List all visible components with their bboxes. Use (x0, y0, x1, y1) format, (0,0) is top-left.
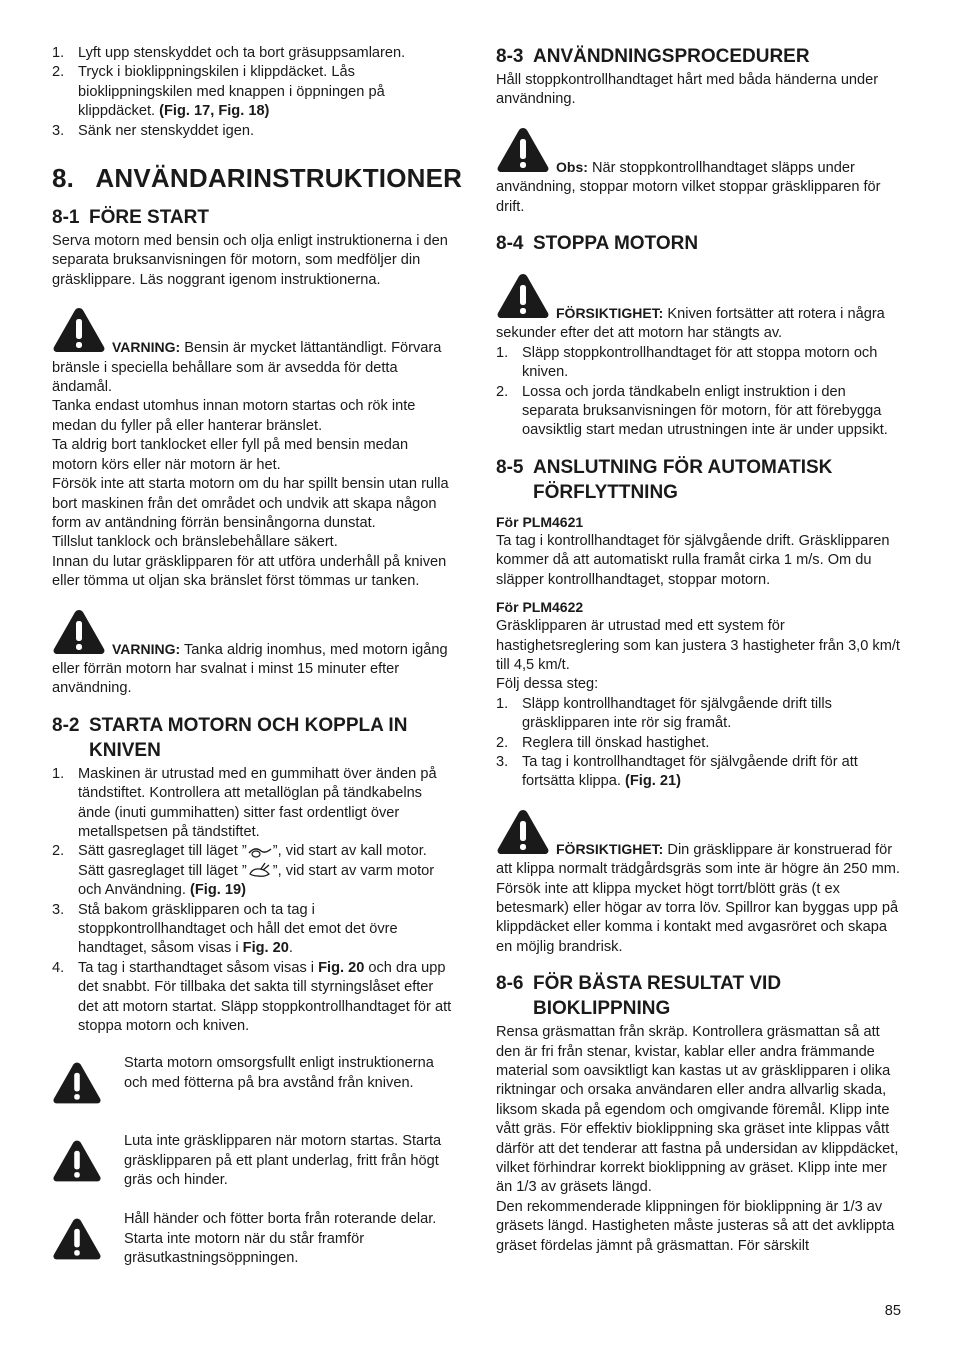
caution-block: FÖRSIKTIGHET: Kniven fortsätter att rotera i några sekunder efter det att motorn har stängts av. (496, 272, 904, 344)
list-item: 3. Sänk ner stenskyddet igen. (52, 122, 255, 139)
note-label: Obs: (556, 158, 588, 175)
warning-triangle-icon (52, 306, 106, 354)
paragraph: Tillslut tanklock och bränslebehållare säkert. (52, 534, 338, 551)
warning-triangle-icon (496, 126, 550, 174)
list-item: 4. Ta tag i starthandtaget såsom visas i Fig. 20 och dra upp det snabbt. För tillbaka det sakta till styrningslåset efter det att motorn startat. Släpp stoppkontrollhandtaget för att stoppa motorn och kniven. (52, 959, 452, 1035)
list-item: 1. Släpp kontrollhandtaget för självgående drift tills gräsklipparen inte rör sig framåt. (496, 695, 832, 732)
paragraph: Försök inte att starta motorn om du har spillt bensin utan rulla bort maskinen från det området och undvik att skapa någon form av antändning förrän bensinångorna dunstat. (52, 476, 449, 531)
warning-label: VARNING: (112, 640, 181, 657)
note-block: Obs: När stoppkontrollhandtaget släpps under användning, stoppar motorn vilket stoppar gräsklipparen för drift. (496, 126, 904, 217)
list-item: 1. Maskinen är utrustad med en gummihatt över änden på tändstiftet. Kontrollera att metallöglan på tändkabelns ände (inuti gummihatten) sitter fast ordentligt över metallspetsen på tändstiftet. (52, 765, 437, 840)
safety-note: Starta motorn omsorgsfullt enligt instruktionerna och med fötterna på bra avstånd från kniven. (52, 1054, 456, 1114)
model-heading: För PLM4622 (496, 599, 584, 616)
paragraph: Försök inte att klippa mycket högt torrt/blött gräs (t ex betesmark) eller högar av torra löv. Spillror kan byggas upp på klippdäcket eller komma i kontakt med avgasröret och skapa en möjlig brandrisk. (496, 880, 899, 955)
paragraph: Gräsklipparen är utrustad med ett system för hastighetsreglering som kan justera 3 hastigheter från 3,0 km/t till 4,5 km/t. (496, 618, 900, 673)
warning-triangle-icon (496, 272, 550, 320)
section-heading: 8-1 FÖRE START (52, 207, 209, 229)
warning-label: VARNING: (112, 339, 181, 356)
left-column (52, 44, 463, 1270)
intro-list (52, 44, 456, 141)
list-item: 2. Sätt gasreglaget till läget ” ”, vid start av kall motor. Sätt gasreglaget till läget ” ”, vid start av varm motor och Användning. (Fig. 19) (52, 843, 435, 899)
list-item: 2. Lossa och jorda tändkabeln enligt instruktion i den separata bruksanvisningen för motorn, för att förebygga oavsiktlig start medan utrustningen inte är under uppsikt. (496, 383, 888, 439)
paragraph: Ta aldrig bort tanklocket eller fyll på med bensin medan motorn körs eller när motorn är het. (52, 437, 409, 473)
section-heading: 8-3 ANVÄNDNINGSPROCEDURER (496, 46, 810, 67)
section-body: Håll stoppkontrollhandtaget hårt med båda händerna under användning. (496, 72, 879, 108)
warning-triangle-icon (52, 1216, 102, 1262)
warning-triangle-icon (52, 1060, 102, 1106)
start-steps (52, 765, 456, 1037)
paragraph: Rensa gräsmattan från skräp. Kontrollera gräsmattan så att den är fri från stenar, kvistar, kablar eller andra främmande material som oavsiktligt kan kastas ut av gräsklipparen i olika riktningar och orsaka användaren eller andra allvarlig skada, liksom skada på egendom och omgivande föremål. Klipp inte vått gräs. För effektiv bioklippning ska gräset inte klippas vått därför att det tenderar att fastna på undersidan av klippdäcket, vilket förhindrar korrekt bioklippning av gräset. Klipp inte mer än 1/3 av gräsets längd. (496, 1024, 899, 1196)
chapter-title: 8. ANVÄNDARINSTRUKTIONER (52, 163, 463, 194)
model-heading: För PLM4621 (496, 513, 584, 530)
list-item: 1. Lyft upp stenskyddet och ta bort gräsuppsamlaren. (52, 45, 406, 61)
paragraph: Ta tag i kontrollhandtaget för självgående drift. Gräsklipparen kommer då att automatiskt rulla framåt cirka 1 m/s. Om du släpper kontrollhandtaget, stoppar motorn. (496, 532, 890, 588)
warning-triangle-icon (52, 608, 106, 656)
paragraph: Tanka endast utomhus innan motorn startas och rök inte medan du fyller på eller hanterar bränslet. (52, 398, 416, 434)
warning-block: VARNING: Tanka aldrig inomhus, med motorn igång eller förrän motorn har svalnat i minst 15 minuter efter användning. (52, 608, 456, 699)
warning-triangle-icon (496, 808, 550, 856)
safety-note: Luta inte gräsklipparen när motorn startas. Starta gräsklipparen på ett plant underlag, fritt från högt gräs och hinder. (52, 1132, 456, 1192)
warning-triangle-icon (52, 1138, 102, 1184)
section-body: Serva motorn med bensin och olja enligt instruktionerna i den separata bruksanvisningen för motorn, som medföljer din gräsklippare. Läs noggrant igenom instruktionerna. (52, 233, 448, 288)
list-item: 2. Tryck i bioklippningskilen i klippdäcket. Lås bioklippningskilen med knappen i öppningen på klippdäcket. (Fig. 17, Fig. 18) (52, 64, 385, 120)
safety-note: Håll händer och fötter borta från roterande delar. Starta inte motorn när du står framför gräsutkastningsöppningen. (52, 1210, 456, 1270)
section-heading: 8-2 STARTA MOTORN OCH KOPPLA IN KNIVEN (52, 714, 408, 761)
section-heading: 8-6 FÖR BÄSTA RESULTAT VID BIOKLIPPNING (496, 973, 782, 1020)
page-number: 85 (884, 1303, 901, 1319)
warning-block: VARNING: Bensin är mycket lättantändligt. Förvara bränsle i speciella behållare som är avsedda för detta ändamål. (52, 306, 456, 397)
right-column (496, 44, 904, 1256)
stop-steps (496, 344, 904, 441)
list-item: 1. Släpp stoppkontrollhandtaget för att stoppa motorn och kniven. (496, 344, 878, 381)
paragraph: Den rekommenderade klippningen för bioklippning är 1/3 av gräsets längd. Hastigheten måste justeras så att det avklippta gräset fördelas jämnt på gräsmattan. För särskilt (496, 1198, 895, 1254)
caution-label: FÖRSIKTIGHET: (556, 840, 664, 857)
list-item: 3. Stå bakom gräsklipparen och ta tag i stoppkontrollhandtaget och håll det emot det övre handtaget, såsom visas i Fig. 20. (52, 901, 398, 957)
caution-block: FÖRSIKTIGHET: Din gräsklippare är konstruerad för att klippa normalt trädgårdsgräs som inte är högre än 250 mm. (496, 808, 904, 880)
choke-icon (247, 845, 273, 859)
list-item: 2. Reglera till önskad hastighet. (496, 734, 710, 751)
list-item: 3. Ta tag i kontrollhandtaget för självgående drift för att fortsätta klippa. (Fig. 21) (496, 753, 858, 790)
paragraph: Innan du lutar gräsklipparen för att utföra underhåll på kniven eller tömma ut oljan ska bränslet först tömmas ur tanken. (52, 553, 447, 590)
paragraph: Följ dessa steg: (496, 676, 599, 693)
caution-label: FÖRSIKTIGHET: (556, 305, 664, 322)
hare-icon (247, 862, 273, 880)
section-heading: 8-5 ANSLUTNING FÖR AUTOMATISK FÖRFLYTTNING (496, 456, 833, 503)
section-heading: 8-4 STOPPA MOTORN (496, 233, 699, 255)
speed-steps (496, 695, 904, 792)
